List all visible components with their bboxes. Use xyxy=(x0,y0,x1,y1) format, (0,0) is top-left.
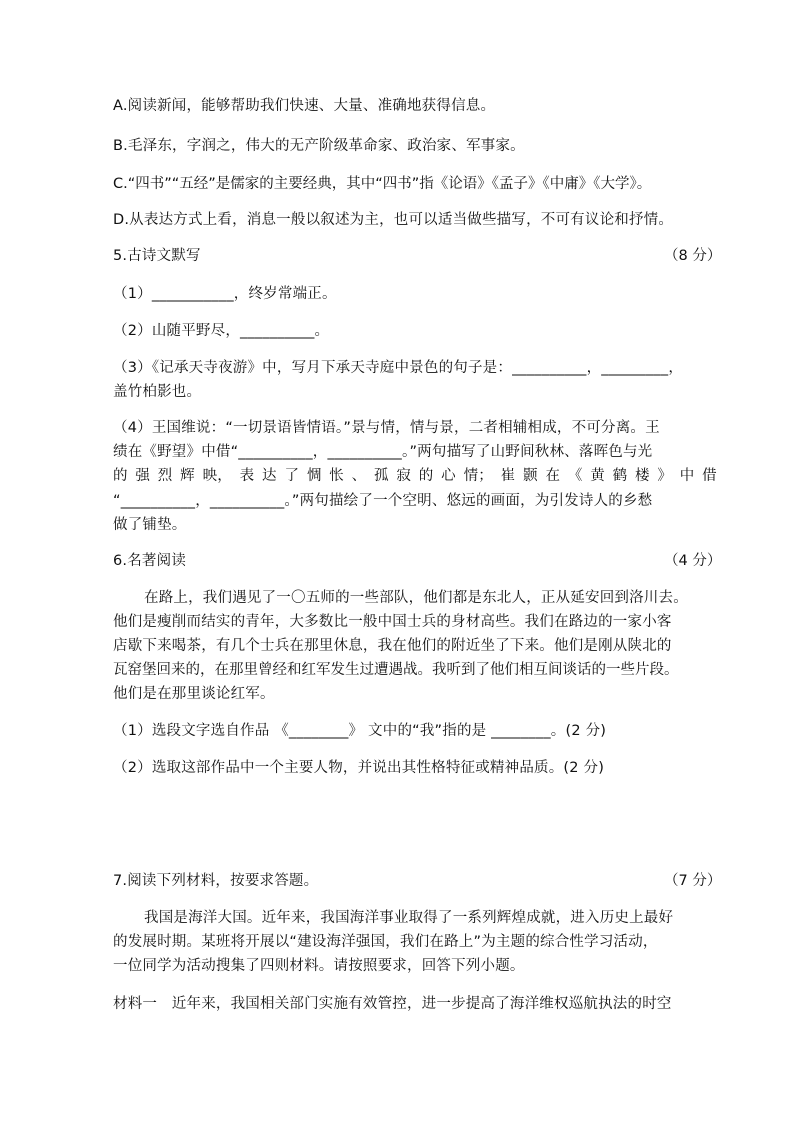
q5-line3-token: 的 xyxy=(418,468,434,484)
q6-passage-line-4: 瓦窑堡回来的，在那里曾经和红军发生过遭遇战。我听到了他们相互间谈话的一些片段。 xyxy=(113,662,679,678)
q5-line3-token: 孤 xyxy=(374,468,389,484)
q5-line3-token: 颢 xyxy=(523,468,538,484)
q5-line3-token: 强 xyxy=(135,468,151,484)
q5-line3-token: 情； xyxy=(463,468,493,484)
q5-line3-token: 惆 xyxy=(306,468,322,484)
q6-passage-line-3: 店歇下来喝茶，有几个士兵在那里休息，我在他们的附近坐了下来。他们是刚从陕北的 xyxy=(113,638,672,654)
option-b: B.毛泽东，字润之，伟大的无产阶级革命家、政治家、军事家。 xyxy=(113,138,525,154)
q7-intro-line-1: 我国是海洋大国。近年来，我国海洋事业取得了一系列辉煌成就，进入历史上最好 xyxy=(144,910,674,926)
q5-line3-token: 借 xyxy=(702,468,717,484)
q5-line3-token: 心 xyxy=(441,468,456,484)
q6-passage-line-2: 他们是瘦削而结实的青年，大多数比一般中国士兵的身材高些。我们在路边的一家小客 xyxy=(113,614,672,630)
q6-item-2: （2）选取这部作品中一个主要人物，并说出其性格特征或精神品质。(2 分) xyxy=(113,760,605,776)
q5-line3-token: 辉 xyxy=(180,468,195,484)
q6-passage-line-5: 他们是在那里谈论红军。 xyxy=(113,686,275,702)
q5-line3-token: 映， xyxy=(202,468,232,484)
option-d: D.从表达方式上看，消息一般以叙述为主，也可以适当做些描写，不可有议论和抒情。 xyxy=(113,212,674,228)
q5-item-4-line-3 xyxy=(113,466,717,486)
q5-item-1: （1）___________，终岁常端正。 xyxy=(113,286,337,302)
q5-line3-token: 崔 xyxy=(500,468,516,484)
q5-line3-token: 的 xyxy=(113,468,128,484)
q5-line3-token: 鹤 xyxy=(612,468,628,484)
q6-item-1: （1）选段文字选自作品 《________》 文中的“我”指的是 ________。(2 分) xyxy=(113,723,607,739)
q7-title: 7.阅读下列材料，按要求答题。 xyxy=(113,873,319,889)
q7-intro-line-3: 一位同学为活动搜集了四则材料。请按照要求，回答下列小题。 xyxy=(113,958,525,974)
q5-title: 5.古诗文默写 xyxy=(113,248,201,264)
q5-item-2: （2）山随平野尽，__________。 xyxy=(113,323,330,339)
q7-material-1: 材料一 近年来，我国相关部门实施有效管控，进一步提高了海洋维权巡航执法的时空 xyxy=(113,996,672,1012)
q5-item-4-line-2: 绩在《野望》中借“__________，__________。”两句描写了山野间秋林、落晖色与光 xyxy=(113,444,653,460)
q7-intro-line-2: 的发展时期。某班将开展以“建设海洋强国，我们在路上”为主题的综合性学习活动， xyxy=(113,934,658,950)
q5-line3-token: 怅 xyxy=(329,468,344,484)
q5-item-3-line-1: （3）《记承天寺夜游》中，写月下承天寺庭中景色的句子是：__________，_________， xyxy=(113,360,684,376)
q5-line3-token: 了 xyxy=(284,468,300,484)
q5-line3-token: 中 xyxy=(679,468,695,484)
q6-title: 6.名著阅读 xyxy=(113,553,187,569)
q5-score: （8 分） xyxy=(664,248,722,264)
q5-line3-token: 《 xyxy=(567,468,583,484)
q6-score: （4 分） xyxy=(664,553,722,569)
q5-line3-token: 黄 xyxy=(590,468,605,484)
q5-item-4-line-1: （4）王国维说：“一切景语皆情语。”景与情，情与景，二者相辅相成，不可分离。王 xyxy=(113,420,660,436)
option-a: A.阅读新闻，能够帮助我们快速、大量、准确地获得信息。 xyxy=(113,98,496,114)
q5-item-4-line-5: 做了铺垫。 xyxy=(113,517,187,533)
q5-item-4-line-4: “__________，__________。”两句描绘了一个空明、悠远的画面，为引发诗人的乡愁 xyxy=(113,493,653,509)
q5-line3-token: 楼 xyxy=(635,468,650,484)
q5-line3-token: 烈 xyxy=(157,468,173,484)
q5-item-3-line-2: 盖竹柏影也。 xyxy=(113,384,202,400)
q5-line3-token: 达 xyxy=(262,468,277,484)
q5-line3-token: 表 xyxy=(239,468,255,484)
q5-line3-token: 在 xyxy=(545,468,561,484)
option-c: C.“四书”“五经”是儒家的主要经典，其中“四书”指《论语》《孟子》《中庸》《大学》。 xyxy=(113,176,652,192)
q6-passage-line-1: 在路上，我们遇见了一〇五师的一些部队，他们都是东北人，正从延安回到洛川去。 xyxy=(144,590,688,606)
q7-score: （7 分） xyxy=(664,873,722,889)
q5-line3-token: 寂 xyxy=(396,468,412,484)
q5-line3-token: 、 xyxy=(351,468,367,484)
q5-line3-token: 》 xyxy=(657,468,673,484)
